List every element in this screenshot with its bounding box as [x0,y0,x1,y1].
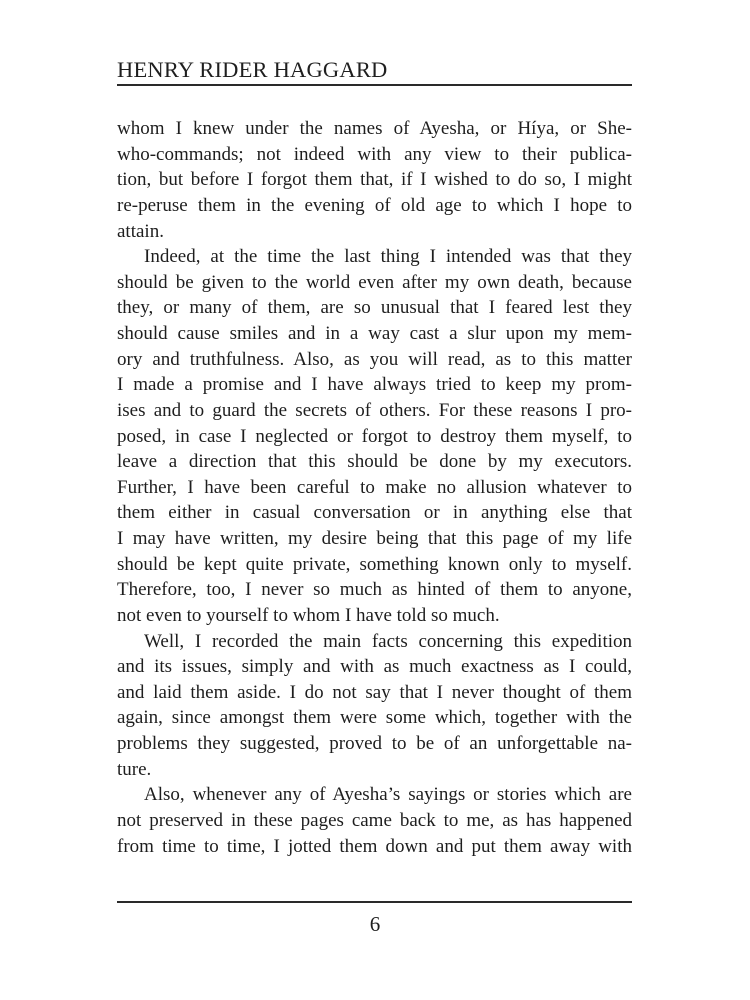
text-line: re-peruse them in the evening of old age to which I hope to [117,194,632,216]
body-text [117,116,632,859]
text-line: I made a promise and I have always tried to keep my prom- [117,374,632,396]
header-rule [117,84,632,86]
footer-rule [117,901,632,903]
text-line: ture. [117,758,152,780]
text-line: problems they suggested, proved to be of an unforgettable na- [117,733,632,754]
text-line: attain. [117,220,164,242]
text-line: from time to time, I jotted them down and put them away with [117,835,632,857]
text-line: not preserved in these pages came back to me, as has happened [117,809,632,831]
page-number: 6 [369,912,381,936]
text-line: Further, I have been careful to make no allusion whatever to [117,476,632,498]
text-line: ory and truthfulness. Also, as you will read, as to this matter [117,348,632,370]
text-line: again, since amongst them were some which, together with the [117,707,632,729]
text-line: them either in casual conversation or in anything else that [117,502,632,524]
text-line: Well, I recorded the main facts concerning this expedition [144,630,632,652]
text-line: should be kept quite private, something known only to myself. [117,553,632,575]
text-line: should cause smiles and in a way cast a slur upon my mem- [117,323,632,344]
text-line: not even to yourself to whom I have told so much. [117,604,500,626]
text-line: whom I knew under the names of Ayesha, or Híya, or She- [117,118,632,139]
text-line: should be given to the world even after my own death, because [117,271,632,293]
text-line: they, or many of them, are so unusual that I feared lest they [117,297,632,319]
text-line: Therefore, too, I never so much as hinted of them to anyone, [117,579,632,601]
text-line: I may have written, my desire being that this page of my life [117,528,632,549]
text-line: leave a direction that this should be done by my executors. [117,451,632,473]
text-line: and its issues, simply and with as much exactness as I could, [117,656,632,678]
text-line: posed, in case I neglected or forgot to destroy them myself, to [117,425,632,447]
text-line: ises and to guard the secrets of others. For these reasons I pro- [117,399,632,421]
text-line: Also, whenever any of Ayesha’s sayings or stories which are [144,784,632,806]
text-line: and laid them aside. I do not say that I never thought of them [117,681,632,703]
text-line: tion, but before I forgot them that, if I wished to do so, I might [117,169,632,191]
text-line: who-commands; not indeed with any view to their publica- [117,143,632,165]
running-head: HENRY RIDER HAGGARD [117,57,388,82]
text-line: Indeed, at the time the last thing I intended was that they [144,246,632,268]
